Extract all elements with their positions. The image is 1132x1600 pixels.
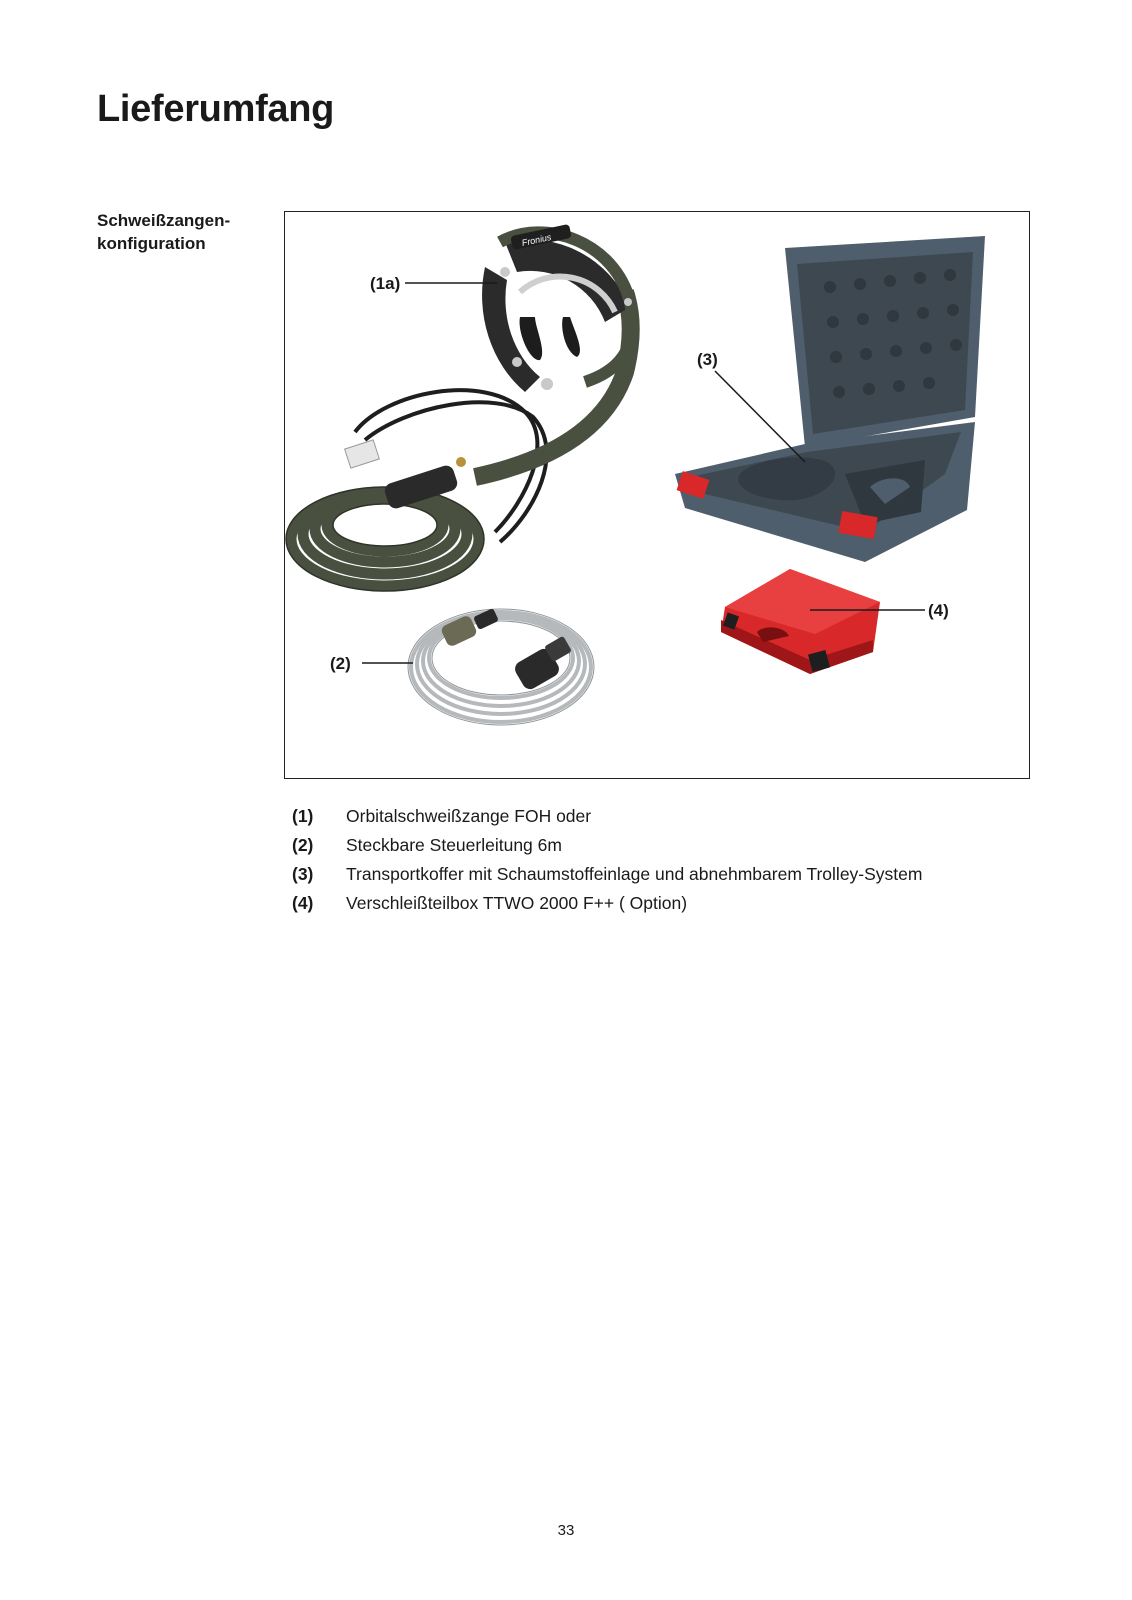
- page-title: Lieferumfang: [97, 88, 335, 130]
- legend-item: [292, 806, 922, 835]
- control-cable-image: [408, 608, 594, 725]
- side-heading-line-2: konfiguration: [97, 234, 206, 253]
- orbital-welding-tong-image: [286, 224, 632, 591]
- callout-2: (2): [330, 654, 351, 673]
- product-figure: [284, 211, 1030, 779]
- legend-text: Steckbare Steuerleitung 6m: [346, 835, 562, 855]
- legend-number: (4): [292, 893, 314, 913]
- legend-item: [292, 864, 922, 893]
- callout-3: (3): [697, 350, 718, 369]
- wear-parts-box-image: [721, 569, 880, 674]
- legend-item: [292, 835, 922, 864]
- product-figure-drawing: [285, 212, 1029, 778]
- transport-case-image: [675, 236, 985, 562]
- page-number: 33: [557, 1522, 575, 1539]
- legend-number: (2): [292, 835, 314, 855]
- legend-item: [292, 893, 922, 922]
- callout-1a: (1a): [370, 274, 401, 293]
- legend-number: (3): [292, 864, 314, 884]
- parts-legend: [292, 806, 922, 922]
- legend-text: Transportkoffer mit Schaumstoffeinlage und abnehmbarem Trolley-System: [346, 864, 923, 884]
- side-heading-line-1: Schweißzangen-: [97, 211, 231, 230]
- legend-text: Verschleißteilbox TTWO 2000 F++ ( Option): [346, 893, 688, 913]
- legend-number: (1): [292, 806, 314, 826]
- legend-text: Orbitalschweißzange FOH oder: [346, 806, 592, 826]
- callout-line-3: [715, 371, 805, 462]
- brand-label: Fronius: [520, 231, 553, 249]
- section-side-heading: [97, 209, 267, 255]
- callout-4: (4): [928, 601, 949, 620]
